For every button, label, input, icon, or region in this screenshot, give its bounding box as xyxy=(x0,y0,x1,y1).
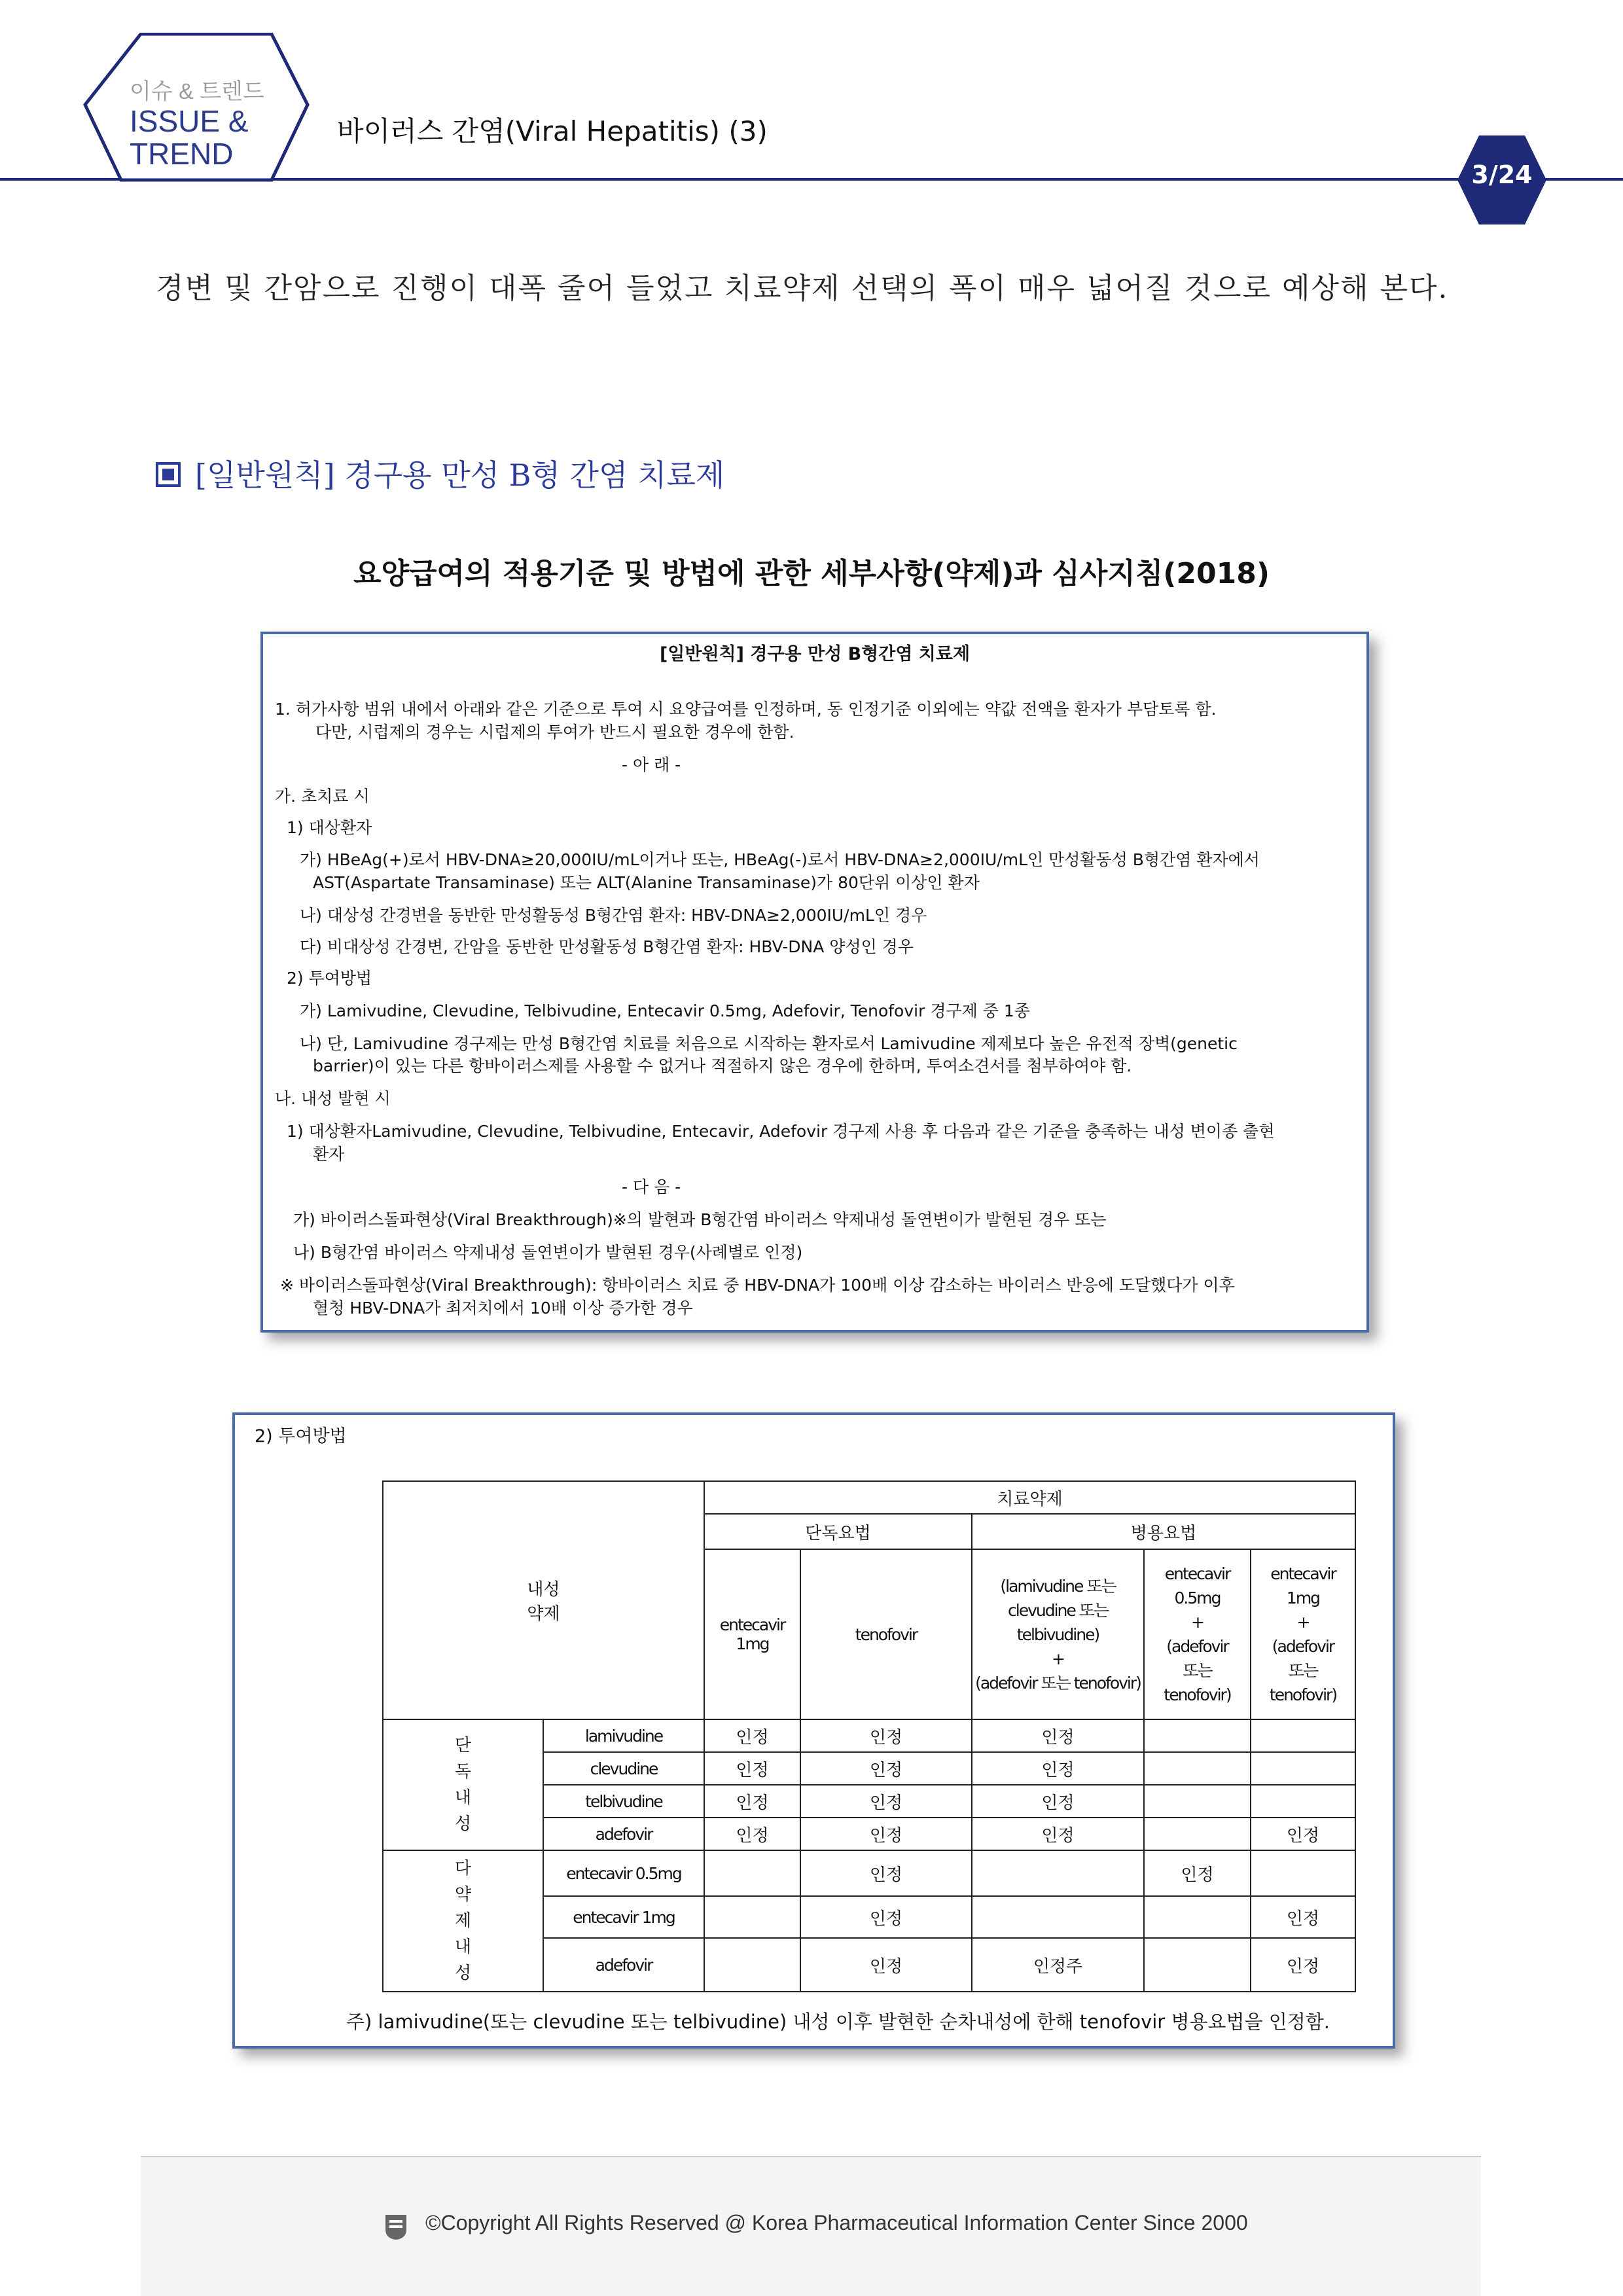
table-cell: 인정 xyxy=(704,1752,800,1785)
table-cell: 인정 xyxy=(800,1850,972,1896)
table-cell xyxy=(1251,1850,1355,1896)
table-cell: 인정 xyxy=(704,1785,800,1818)
table-cell xyxy=(972,1896,1144,1938)
table-cell xyxy=(704,1896,800,1938)
panel1-line: 다) 비대상성 간경변, 간암을 동반한 만성활동성 B형간염 환자: HBV-DNA 양성인 경우 xyxy=(300,937,914,956)
panel1-line: 나) 단, Lamivudine 경구제는 만성 B형간염 치료를 처음으로 시작하는 환자로서 Lamivudine 제제보다 높은 유전적 장벽(genetic xyxy=(300,1034,1238,1053)
table-cell xyxy=(1144,1719,1251,1752)
header-title: 바이러스 간염(Viral Hepatitis) (3) xyxy=(337,115,768,147)
section-heading xyxy=(156,452,724,495)
panel1-line: 다만, 시럽제의 경우는 시럽제의 투여가 반드시 필요한 경우에 한함. xyxy=(315,723,794,742)
table-cell: 인정 xyxy=(800,1938,972,1992)
panel1-line: 가) HBeAg(+)로서 HBV-DNA≥20,000IU/mL이거나 또는, HBeAg(-)로서 HBV-DNA≥2,000IU/mL인 만성활동성 B형간염 환자에서 xyxy=(300,850,1260,869)
dosing-panel xyxy=(232,1412,1395,2049)
row-drug: entecavir 0.5mg xyxy=(543,1850,704,1896)
table-cell: 인정 xyxy=(1251,1818,1355,1850)
table-cell: 인정 xyxy=(1251,1896,1355,1938)
panel1-line: 나. 내성 발현 시 xyxy=(275,1089,391,1108)
table-cell: 인정 xyxy=(800,1785,972,1818)
table-cell xyxy=(972,1850,1144,1896)
square-bullet-icon xyxy=(156,462,181,487)
table-cell: 인정 xyxy=(800,1752,972,1785)
panel1-line: ※ 바이러스돌파현상(Viral Breakthrough): 항바이러스 치료 중 HBV-DNA가 100배 이상 감소하는 바이러스 반응에 도달했다가 이후 xyxy=(280,1276,1235,1295)
multidrug-resistance-label: 다 약 제 내 성 xyxy=(383,1850,543,1992)
panel1-line: - 다 음 - xyxy=(622,1177,681,1196)
row-drug: adefovir xyxy=(543,1818,704,1850)
table-cell xyxy=(1144,1938,1251,1992)
table-cell: 인정 xyxy=(1144,1850,1251,1896)
col-header-tenofovir: tenofovir xyxy=(800,1549,972,1719)
badge-small-label: 이슈 & 트렌드 xyxy=(130,79,264,104)
table-cell: 인정 xyxy=(972,1785,1144,1818)
corner-header: 내성 약제 xyxy=(383,1481,704,1719)
table-cell xyxy=(1251,1752,1355,1785)
dosing-table xyxy=(382,1480,1356,1992)
row-drug: entecavir 1mg xyxy=(543,1896,704,1938)
criteria-title: 요양급여의 적용기준 및 방법에 관한 세부사항(약제)과 심사지침(2018) xyxy=(353,557,1270,590)
panel1-line: - 아 래 - xyxy=(622,755,681,774)
badge-line-1: ISSUE & xyxy=(130,104,249,138)
table-cell xyxy=(704,1850,800,1896)
col-header-entecavir-1mg: entecavir 1mg xyxy=(704,1549,800,1719)
table-cell xyxy=(1144,1752,1251,1785)
table-row xyxy=(383,1850,1355,1896)
single-resistance-label: 단 독 내 성 xyxy=(383,1719,543,1850)
col-header-entecavir-1-combo: entecavir 1mg + (adefovir 또는 tenofovir) xyxy=(1251,1549,1355,1719)
row-drug: clevudine xyxy=(543,1752,704,1785)
kpic-logo-icon xyxy=(383,2212,409,2241)
row-drug: telbivudine xyxy=(543,1785,704,1818)
page-number: 3/24 xyxy=(1471,160,1533,189)
table-cell: 인정 xyxy=(704,1719,800,1752)
section-heading-text: [일반원칙] 경구용 만성 B형 간염 치료제 xyxy=(195,457,725,493)
table-cell: 인정주 xyxy=(972,1938,1144,1992)
footer-copyright: ©Copyright All Rights Reserved @ Korea Pharmaceutical Information Center Since 2000 xyxy=(425,2211,1248,2234)
panel1-line: 가. 초치료 시 xyxy=(275,787,370,806)
panel1-line: 2) 투여방법 xyxy=(287,969,372,988)
row-drug: lamivudine xyxy=(543,1719,704,1752)
badge-line-2: TREND xyxy=(130,137,234,171)
panel1-line: AST(Aspartate Transaminase) 또는 ALT(Alanine Transaminase)가 80단위 이상인 환자 xyxy=(313,873,980,892)
general-principle-panel xyxy=(260,632,1369,1333)
panel1-line: barrier)이 있는 다른 항바이러스제를 사용할 수 없거나 적절하지 않은 경우에 한하며, 투여소견서를 첨부하여야 함. xyxy=(313,1056,1132,1075)
panel2-label: 2) 투여방법 xyxy=(255,1426,347,1446)
table-cell: 인정 xyxy=(704,1818,800,1850)
table-cell xyxy=(1251,1785,1355,1818)
table-cell: 인정 xyxy=(800,1896,972,1938)
table-cell: 인정 xyxy=(800,1818,972,1850)
col-header-entecavir-05-combo: entecavir 0.5mg + (adefovir 또는 tenofovir) xyxy=(1144,1549,1251,1719)
table-cell: 인정 xyxy=(800,1719,972,1752)
panel1-line: 나) 대상성 간경변을 동반한 만성활동성 B형간염 환자: HBV-DNA≥2,000IU/mL인 경우 xyxy=(300,906,927,925)
panel1-line: 환자 xyxy=(313,1145,345,1164)
table-cell: 인정 xyxy=(972,1719,1144,1752)
table-row xyxy=(383,1719,1355,1752)
panel1-title: [일반원칙] 경구용 만성 B형간염 치료제 xyxy=(659,644,971,664)
table-cell: 인정 xyxy=(972,1752,1144,1785)
panel1-line: 가) Lamivudine, Clevudine, Telbivudine, Entecavir 0.5mg, Adefovir, Tenofovir 경구제 중 1종 xyxy=(300,1001,1030,1020)
panel1-line: 1) 대상환자Lamivudine, Clevudine, Telbivudine, Entecavir, Adefovir 경구제 사용 후 다음과 같은 기준을 충족하는 내성 변이종 출현 xyxy=(287,1122,1275,1141)
row-drug: adefovir xyxy=(543,1938,704,1992)
panel1-line: 나) B형간염 바이러스 약제내성 돌연변이가 발현된 경우(사례별로 인정) xyxy=(293,1243,803,1262)
table-footnote: 주) lamivudine(또는 clevudine 또는 telbivudine) 내성 이후 발현한 순차내성에 한해 tenofovir 병용요법을 인정함. xyxy=(346,2011,1330,2033)
panel1-line: 가) 바이러스돌파현상(Viral Breakthrough)※의 발현과 B형간염 바이러스 약제내성 돌연변이가 발현된 경우 또는 xyxy=(293,1210,1107,1229)
monotherapy-header: 단독요법 xyxy=(704,1514,972,1549)
col-header-lamivudine-combo: (lamivudine 또는 clevudine 또는 telbivudine) + (adefovir 또는 tenofovir) xyxy=(972,1549,1144,1719)
panel1-line: 혈청 HBV-DNA가 최저치에서 10배 이상 증가한 경우 xyxy=(313,1299,693,1318)
table-cell xyxy=(1251,1719,1355,1752)
table-cell xyxy=(1144,1818,1251,1850)
combination-header: 병용요법 xyxy=(972,1514,1355,1549)
panel1-line: 1. 허가사항 범위 내에서 아래와 같은 기준으로 투여 시 요양급여를 인정하며, 동 인정기준 이외에는 약값 전액을 환자가 부담토록 함. xyxy=(275,700,1217,719)
table-cell xyxy=(1144,1896,1251,1938)
table-cell: 인정 xyxy=(972,1818,1144,1850)
table-cell xyxy=(1144,1785,1251,1818)
panel1-line: 1) 대상환자 xyxy=(287,818,372,837)
treatment-header: 치료약제 xyxy=(704,1481,1355,1514)
intro-paragraph: 경변 및 간암으로 진행이 대폭 줄어 들었고 치료약제 선택의 폭이 매우 넓어질 것으로 예상해 본다. xyxy=(156,272,1449,305)
table-cell xyxy=(704,1938,800,1992)
table-cell: 인정 xyxy=(1251,1938,1355,1992)
